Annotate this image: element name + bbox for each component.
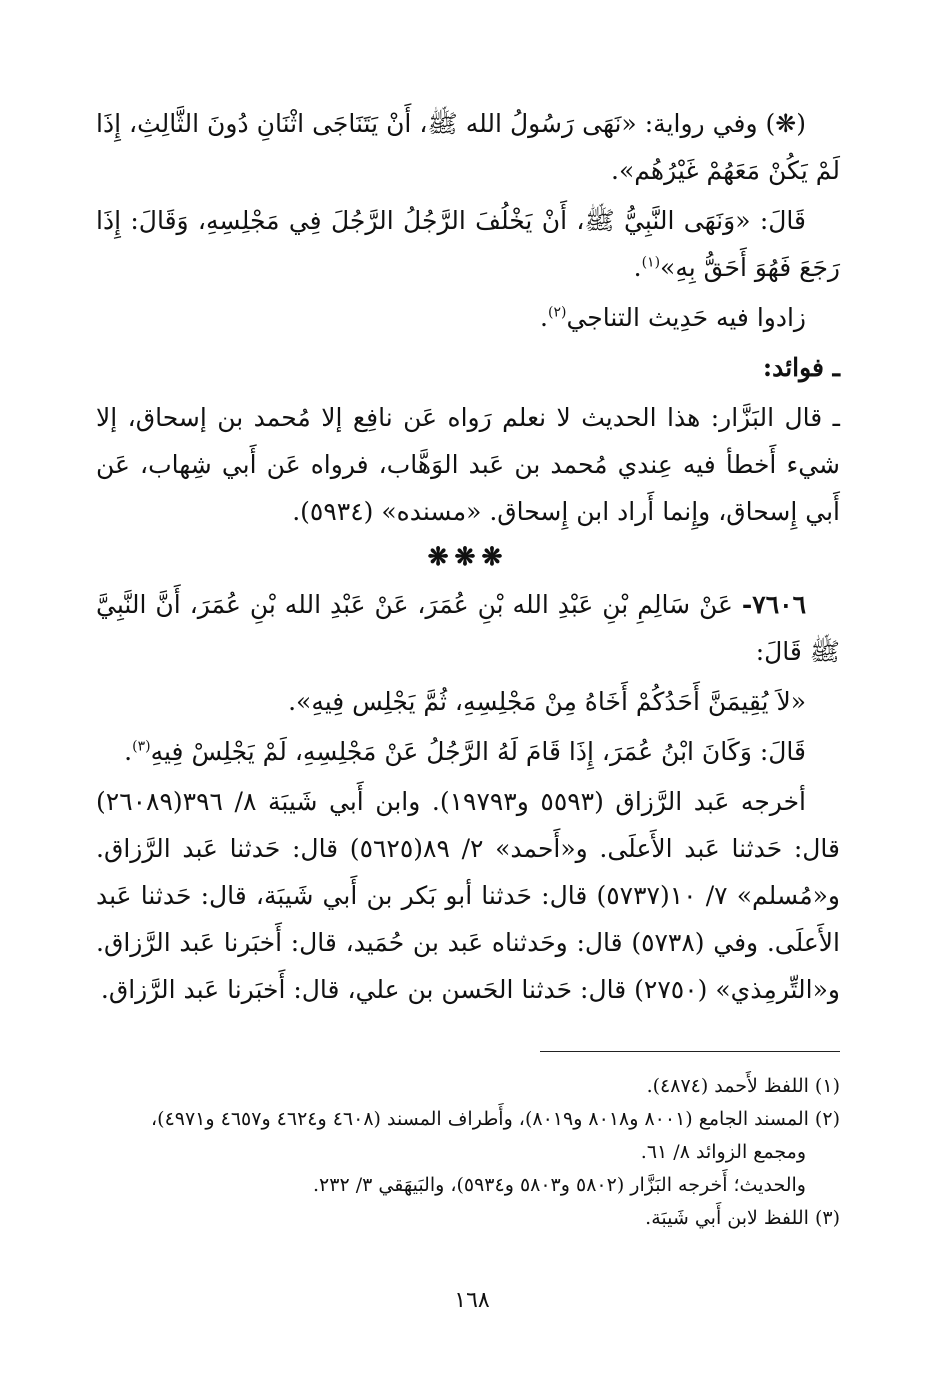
main-text [96, 100, 840, 1013]
footnote-2-hadith-note: والحديث؛ أَخرجه البَزَّار (٥٨٠٢ و٥٨٠٣ و٥٩٣٤)، والبَيهَقي ٣/ ٢٣٢. [313, 1174, 806, 1196]
footnote-divider [540, 1051, 840, 1052]
addition-note [96, 294, 840, 341]
hadith-text: «لاَ يُقِيمَنَّ أَحَدُكُمْ أَخَاهُ مِنْ مَجْلِسِهِ، ثُمَّ يَجْلِس فِيهِ». [288, 687, 806, 716]
punctuation: . [124, 737, 133, 766]
narration-statement [96, 197, 840, 291]
hadith-number: ٧٦٠٦- [741, 590, 806, 619]
footnote-ref-1: (١) [641, 254, 661, 271]
punctuation: . [540, 303, 548, 332]
footnote-2: (٢) المسند الجامع (٨٠٠١ و٨٠١٨ و٨٠١٩)، وأَطراف المسند (٤٦٠٨ و٤٦٢٤ و٤٦٥٧ و٤٩٧١)، [151, 1108, 840, 1130]
page-number: ١٦٨ [454, 1288, 490, 1313]
footnote-ref-3: (٣) [132, 738, 151, 755]
footnote-1: (١) اللفظ لأَحمد (٤٨٧٤). [646, 1075, 840, 1097]
takhrij-paragraph: أخرجه عَبد الرَّزاق (٥٥٩٣ و١٩٧٩٣). وابن أَبي شَيبَة ٨/ ٣٩٦(٢٦٠٨٩) قال: حَدثنا عَبد الأَعلَى. و«أَحمد» ٢/ ٨٩(٥٦٢٥) قال: حَدثنا عَبد الرَّزاق. و«مُسلم» ٧/ ١٠(٥٧٣٧) قال: حَدثنا أبو بَكر بن أَبي شَيبَة، قال: حَدثنا عَبد الأَعلَى. وفي (٥٧٣٨) قال: وحَدثناه عَبد بن حُمَيد، قال: أَخبَرنا عَبد الرَّزاق. و«التِّرمِذي» (٢٧٥٠) قال: حَدثنا الحَسن بن علي، قال: أَخبَرنا عَبد الرَّزاق. [96, 787, 841, 1004]
section-separator: ❋❋❋ [427, 542, 509, 571]
hadith-chain: عَنْ سَالِمِ بْنِ عَبْدِ الله بْنِ عُمَرَ، عَنْ عَبْدِ الله بْنِ عُمَرَ، أَنَّ النَّبِيَّ ﷺ قَالَ: [96, 590, 840, 666]
hadith-addition [96, 728, 840, 775]
benefits-heading: ـ فوائد: [762, 353, 840, 382]
footnotes [96, 1070, 840, 1235]
footnote-3: (٣) اللفظ لابن أَبي شَيبَة. [645, 1207, 840, 1229]
hadith-heading [96, 581, 840, 675]
punctuation: . [633, 253, 642, 282]
bazzar-comment: ـ قال البَزَّار: هذا الحديث لا نعلم رَواه عَن نافِع إلا مُحمد بن إسحاق، إلا شيء أَخطأ فيه عِندي مُحمد بن عَبد الوَهَّاب، فرواه عَن أَبي شِهاب، عَن أَبي إِسحاق، وإِنما أَراد ابن إِسحاق. «مسنده» (٥٩٣٤). [96, 403, 840, 526]
footnote-ref-2: (٢) [547, 304, 567, 321]
narration-statement-text: قَالَ: «وَنَهَى النَّبِيُّ ﷺ، أَنْ يَخْلُفَ الرَّجُلُ الرَّجُلَ فِي مَجْلِسِهِ، وَقَالَ: إِذَا رَجَعَ فَهُوَ أَحَقُّ بِهِ» [96, 206, 840, 282]
addition-note-text: زادوا فيه حَدِيث التناجي [566, 303, 806, 332]
footnote-2-continuation: ومجمع الزوائد ٨/ ٦١. [640, 1141, 806, 1163]
hadith-addition-text: قَالَ: وَكَانَ ابْنُ عُمَرَ، إِذَا قَامَ لَهُ الرَّجُلُ عَنْ مَجْلِسِهِ، لَمْ يَجْلِسْ فِيهِ [150, 737, 806, 766]
narration-variant: (❋) وفي رواية: «نَهَى رَسُولُ الله ﷺ، أَنْ يَتَنَاجَى اثْنَانِ دُونَ الثَّالِثِ، إِذَا لَمْ يَكُنْ مَعَهُمْ غَيْرُهُم». [96, 109, 840, 185]
